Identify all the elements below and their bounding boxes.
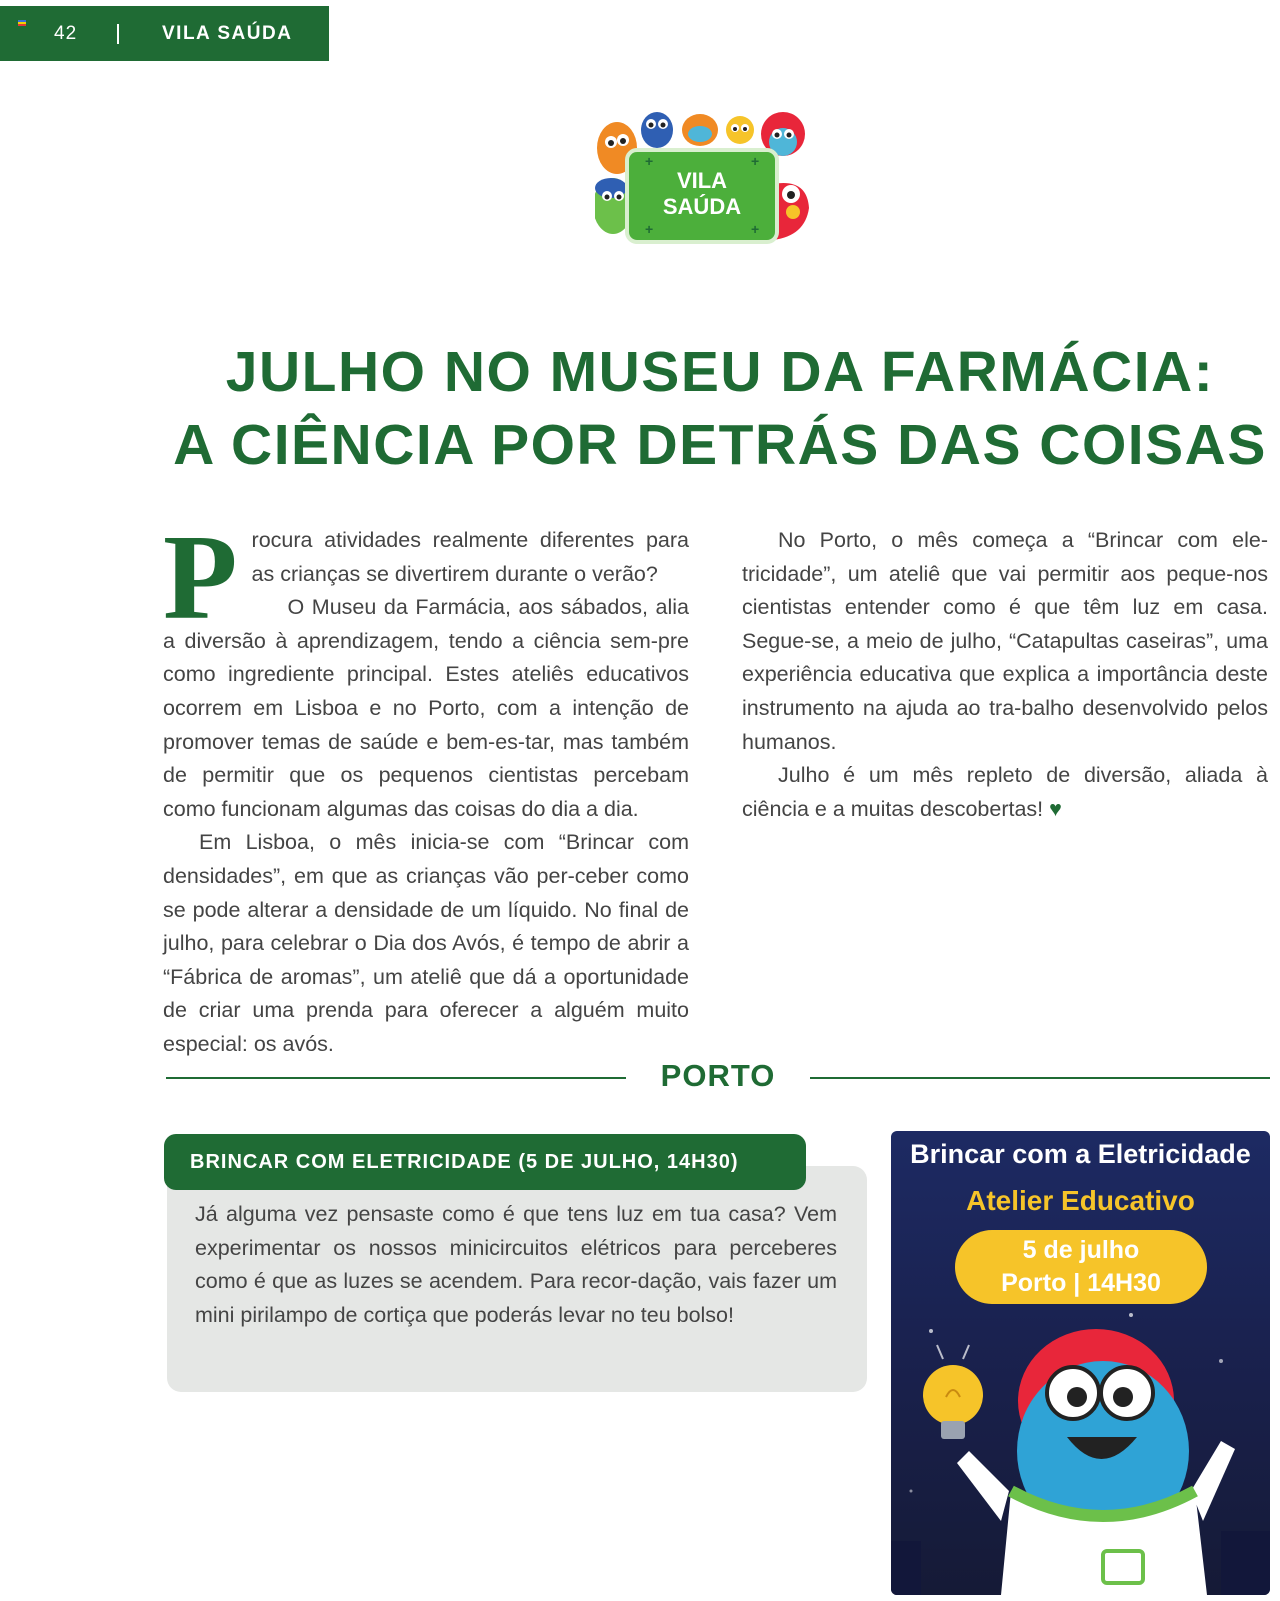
- heart-icon: ♥: [1049, 796, 1062, 821]
- poster-place-time: Porto | 14H30: [1001, 1269, 1161, 1297]
- article-column-left: [163, 510, 689, 1062]
- page-number: 42: [54, 22, 78, 44]
- section-rule-right: [810, 1077, 1270, 1079]
- article-paragraph-4: No Porto, o mês começa a “Brincar com ele-tricidade”, um ateliê que vai permitir aos peque-nos cientistas entender como é que têm luz em casa. Segue-se, a meio de julho, “Catapultas caseiras”, uma experiência educativa que explica a importância deste instrumento na ajuda ao tra-balho desenvolvido pelos humanos.: [742, 528, 1268, 754]
- vila-sauda-logo: [595, 108, 835, 248]
- monster-yellow-top: [726, 116, 754, 144]
- section-title: PORTO: [660, 1058, 776, 1093]
- svg-text:+: +: [751, 153, 760, 169]
- article-title-line1: JULHO NO MUSEU DA FARMÁCIA:: [225, 340, 1215, 404]
- monster-orange-top: [682, 114, 718, 146]
- poster-subtitle: Atelier Educativo: [966, 1185, 1195, 1216]
- section-label: VILA SAÚDA: [162, 22, 293, 44]
- poster-title: Brincar com a Eletricidade: [910, 1139, 1251, 1169]
- page-header-bar: [0, 6, 329, 61]
- article-column-right: [742, 524, 1268, 826]
- event-poster: [891, 1131, 1270, 1595]
- event-card-text: Já alguma vez pensaste como é que tens luz em tua casa? Vem experimentar os nossos minicircuitos elétricos para perceberes como é que as luzes se acendem. Para recor-dação, vais fazer um mini pirilampo de cortiça que poderás levar no teu bolso!: [195, 1202, 837, 1327]
- svg-text:+: +: [645, 221, 654, 237]
- article-paragraph-3: Em Lisboa, o mês inicia-se com “Brincar com densidades”, em que as crianças vão per-ceber como se pode alterar a densidade de um líquido. No final de julho, para celebrar o Dia dos Avós, é tempo de abrir a “Fábrica de aromas”, um ateliê que dá a oportunidade de criar uma prenda para oferecer a alguém muito especial: os avós.: [163, 830, 689, 1056]
- monster-blue-top: [641, 112, 673, 148]
- svg-text:+: +: [645, 153, 654, 169]
- header-separator: [117, 24, 119, 44]
- drop-cap: P: [163, 510, 238, 645]
- article-title: [160, 336, 1280, 482]
- poster-date-block: [955, 1234, 1207, 1300]
- light-bulb-icon: [923, 1345, 983, 1439]
- article-paragraph-5-text: Julho é um mês repleto de diversão, aliada à ciência e a muitas descobertas!: [742, 763, 1268, 821]
- logo-line2: SAÚDA: [662, 194, 742, 219]
- logo-line1: VILA: [676, 168, 728, 193]
- scientist-character: [957, 1329, 1235, 1595]
- svg-text:+: +: [751, 221, 760, 237]
- article-paragraph-1: [163, 510, 689, 645]
- article-paragraph-1-text: rocura atividades realmente diferentes para as crianças se divertirem durante o verão?: [251, 528, 689, 586]
- flag-icon: [18, 20, 26, 26]
- article-paragraph-5: [742, 759, 1268, 826]
- event-card-heading: BRINCAR COM ELETRICIDADE (5 DE JULHO, 14H30): [164, 1134, 806, 1190]
- poster-date: 5 de julho: [1022, 1236, 1140, 1264]
- article-paragraph-2: O Museu da Farmácia, aos sábados, alia a diversão à aprendizagem, tendo a ciência sem-pre como ingrediente principal. Estes ateliês educativos ocorrem em Lisboa e no Porto, com a intenção de promover temas de saúde e bem-es-tar, mas também de permitir que os pequenos cientistas percebam como funcionam algumas das coisas do dia a dia.: [163, 595, 689, 821]
- section-rule-left: [166, 1077, 626, 1079]
- article-title-line2: A CIÊNCIA POR DETRÁS DAS COISAS: [173, 413, 1267, 477]
- poster-illustration: [891, 1301, 1270, 1595]
